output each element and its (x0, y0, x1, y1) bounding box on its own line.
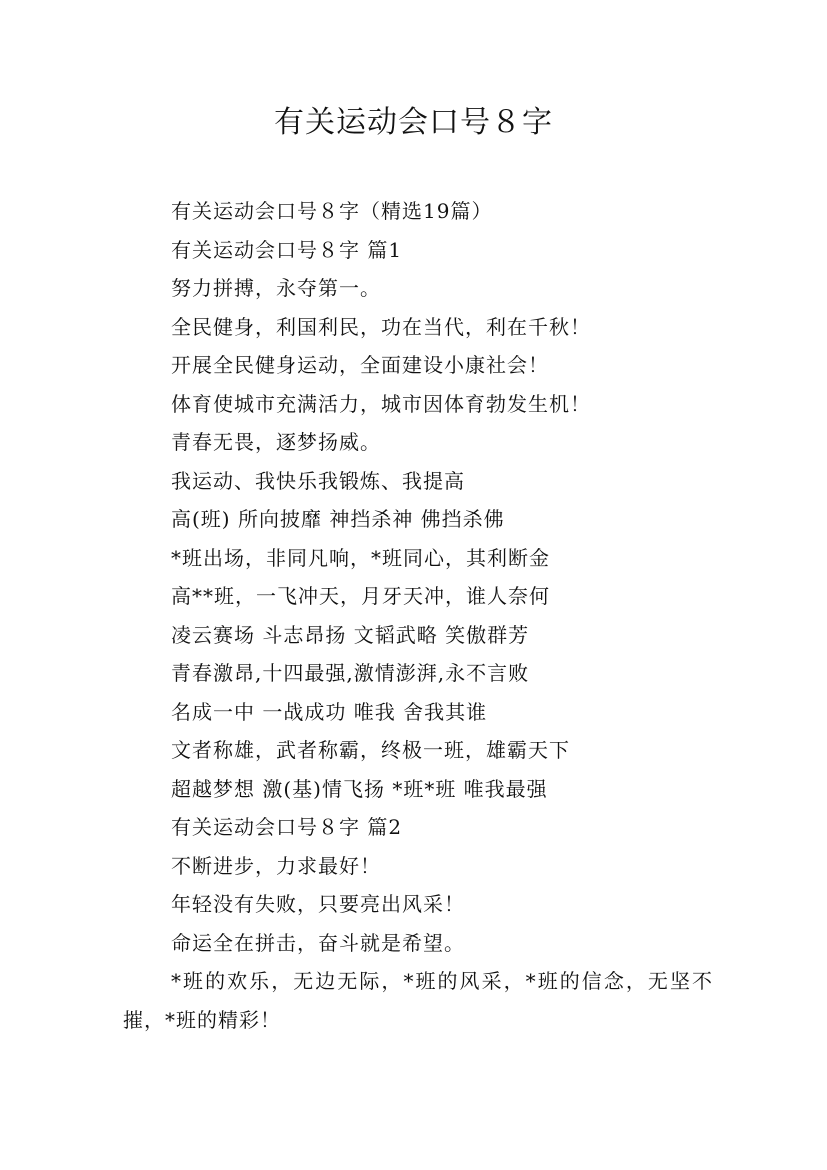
text-line: 名成一中 一战成功 唯我 舍我其谁 (171, 699, 488, 724)
text-line: 有关运动会口号８字 篇2 (171, 815, 403, 839)
text-paragraph: *班的欢乐，无边无际，*班的风采，*班的信念，无坚不摧，*班的精彩！ (123, 969, 713, 1032)
text-line: 年轻没有失败，只要亮出风采！ (171, 892, 465, 916)
text-line: *班出场，非同凡响，*班同心，其利断金 (171, 545, 550, 570)
text-line: 青春无畏，逐梦扬威。 (171, 430, 381, 454)
text-line: 命运全在拼击，奋斗就是希望。 (171, 930, 465, 955)
text-line: 凌云赛场 斗志昂扬 文韬武略 笑傲群芳 (171, 622, 530, 647)
text-line: 高**班，一飞冲天，月牙天冲，谁人奈何 (171, 584, 550, 608)
text-line: 高(班) 所向披靡 神挡杀神 佛挡杀佛 (171, 507, 505, 531)
text-line: 全民健身，利国利民，功在当代，利在千秋！ (171, 314, 591, 339)
text-line: 超越梦想 激(基)情飞扬 *班*班 唯我最强 (171, 776, 548, 801)
text-line: 体育使城市充满活力，城市因体育勃发生机！ (171, 391, 591, 416)
text-line: 不断进步，力求最好！ (171, 853, 381, 878)
text-line: 努力拼搏，永夺第一。 (171, 276, 381, 300)
document-body (123, 192, 713, 1039)
text-line: 我运动、我快乐我锻炼、我提高 (171, 468, 465, 493)
text-line: 有关运动会口号８字（精选19篇） (171, 199, 493, 223)
text-line: 文者称雄，武者称霸，终极一班，雄霸天下 (171, 738, 570, 762)
text-line: 有关运动会口号８字 篇1 (171, 237, 403, 262)
text-line: 开展全民健身运动，全面建设小康社会！ (171, 353, 549, 377)
document-title: 有关运动会口号８字 (274, 105, 553, 140)
text-line: 青春激昂,十四最强,激情澎湃,永不言败 (171, 661, 530, 685)
